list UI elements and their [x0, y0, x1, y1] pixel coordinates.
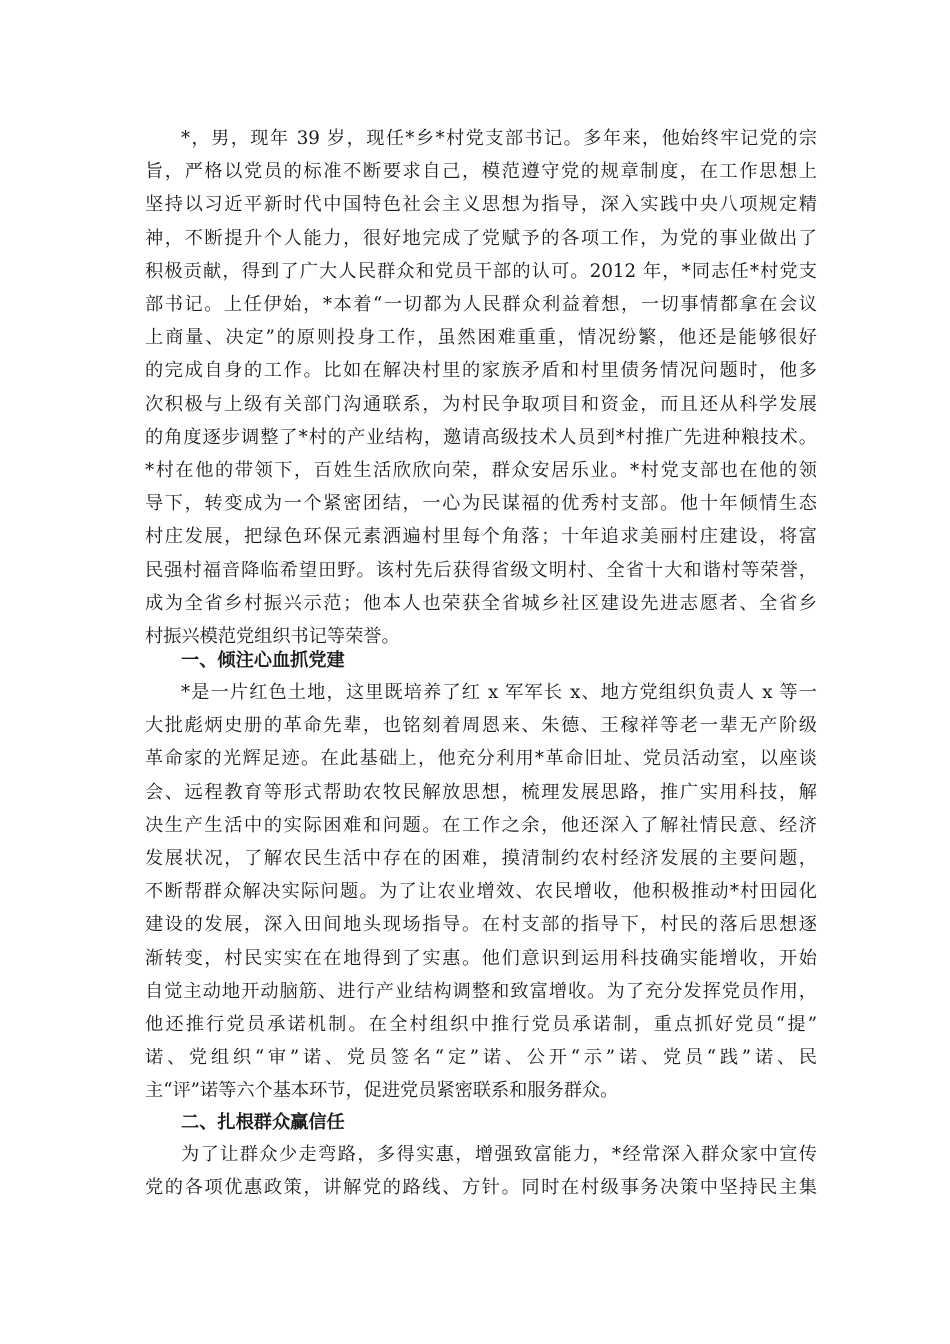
text-line: 自觉主动地开动脑筋、进行产业结构调整和致富增收。为了充分发挥党员作用， — [145, 980, 817, 1002]
text-line: 上商量、决定”的原则投身工作，虽然困难重重，情况纷繁，他还是能够很好 — [145, 327, 817, 349]
text-line: 主“评”诺等六个基本环节，促进党员紧密联系和服务群众。 — [145, 1080, 619, 1102]
text-line: 党的各项优惠政策，讲解党的路线、方针。同时在村级事务决策中坚持民主集 — [145, 1177, 817, 1199]
text-line: 次积极与上级有关部门沟通联系，为村民争取项目和资金，而且还从科学发展 — [145, 393, 817, 415]
text-line: 村振兴模范党组织书记等荣誉。 — [145, 626, 400, 647]
text-line: 渐转变，村民实实在在地得到了实惠。他们意识到运用科技确实能增收，开始 — [145, 947, 817, 969]
text-line: 诺、党组织“审”诺、党员签名“定”诺、公开“示”诺、党员“践”诺、民 — [145, 1047, 817, 1069]
section-heading-2: 二、扎根群众赢信任 — [181, 1112, 345, 1133]
text-line: 他还推行党员承诺机制。在全村组织中推行党员承诺制，重点抓好党员“提” — [145, 1014, 817, 1035]
text-line: *，男，现年 39 岁，现任*乡*村党支部书记。多年来，他始终牢记党的宗 — [181, 128, 817, 149]
text-line: 坚持以习近平新时代中国特色社会主义思想为指导，深入实践中央八项规定精 — [145, 194, 817, 216]
text-line: 导下，转变成为一个紧密团结，一心为民谋福的优秀村支部。他十年倾情生态 — [145, 493, 817, 515]
text-line: 部书记。上任伊始，*本着“一切都为人民群众利益着想，一切事情都拿在会议 — [145, 294, 817, 315]
text-line: 村庄发展，把绿色环保元素洒遍村里每个角落；十年追求美丽村庄建设，将富 — [145, 526, 817, 548]
text-line: 的角度逐步调整了*村的产业结构，邀请高级技术人员到*村推广先进种粮技术。 — [145, 426, 817, 448]
text-line: *村在他的带领下，百姓生活欣欣向荣，群众安居乐业。*村党支部也在他的领 — [145, 460, 817, 481]
text-line: 为了让群众少走弯路，多得实惠，增强致富能力，*经常深入群众家中宣传 — [181, 1144, 817, 1165]
text-line: *是一片红色土地，这里既培养了红 x 军军长 x、地方党组织负责人 x 等一 — [181, 682, 817, 703]
section-heading-1: 一、倾注心血抓党建 — [181, 650, 345, 671]
text-line: 成为全省乡村振兴示范；他本人也荣获全省城乡社区建设先进志愿者、全省乡 — [145, 592, 817, 614]
text-line: 革命家的光辉足迹。在此基础上，他充分利用*革命旧址、党员活动室，以座谈 — [145, 748, 817, 770]
text-line: 决生产生活中的实际困难和问题。在工作之余，他还深入了解社情民意、经济 — [145, 814, 817, 836]
text-line: 旨，严格以党员的标准不断要求自己，模范遵守党的规章制度，在工作思想上 — [145, 161, 817, 183]
text-line: 积极贡献，得到了广大人民群众和党员干部的认可。2012 年，*同志任*村党支 — [145, 260, 817, 282]
text-line: 不断帮群众解决实际问题。为了让农业增效、农民增收，他积极推动*村田园化 — [145, 881, 817, 903]
text-line: 民强村福音降临希望田野。该村先后获得省级文明村、全省十大和谐村等荣誉， — [145, 559, 817, 581]
text-line: 会、远程教育等形式帮助农牧民解放思想，梳理发展思路，推广实用科技，解 — [145, 781, 817, 803]
text-line: 建设的发展，深入田间地头现场指导。在村支部的指导下，村民的落后思想逐 — [145, 914, 817, 936]
text-line: 发展状况，了解农民生活中存在的困难，摸清制约农村经济发展的主要问题， — [145, 848, 817, 869]
text-line: 的完成自身的工作。比如在解决村里的家族矛盾和村里债务情况问题时，他多 — [145, 360, 817, 382]
text-line: 大批彪炳史册的革命先辈，也铭刻着周恩来、朱德、王稼祥等老一辈无产阶级 — [145, 715, 817, 737]
text-line: 神，不断提升个人能力，很好地完成了党赋予的各项工作，为党的事业做出了 — [145, 227, 817, 249]
